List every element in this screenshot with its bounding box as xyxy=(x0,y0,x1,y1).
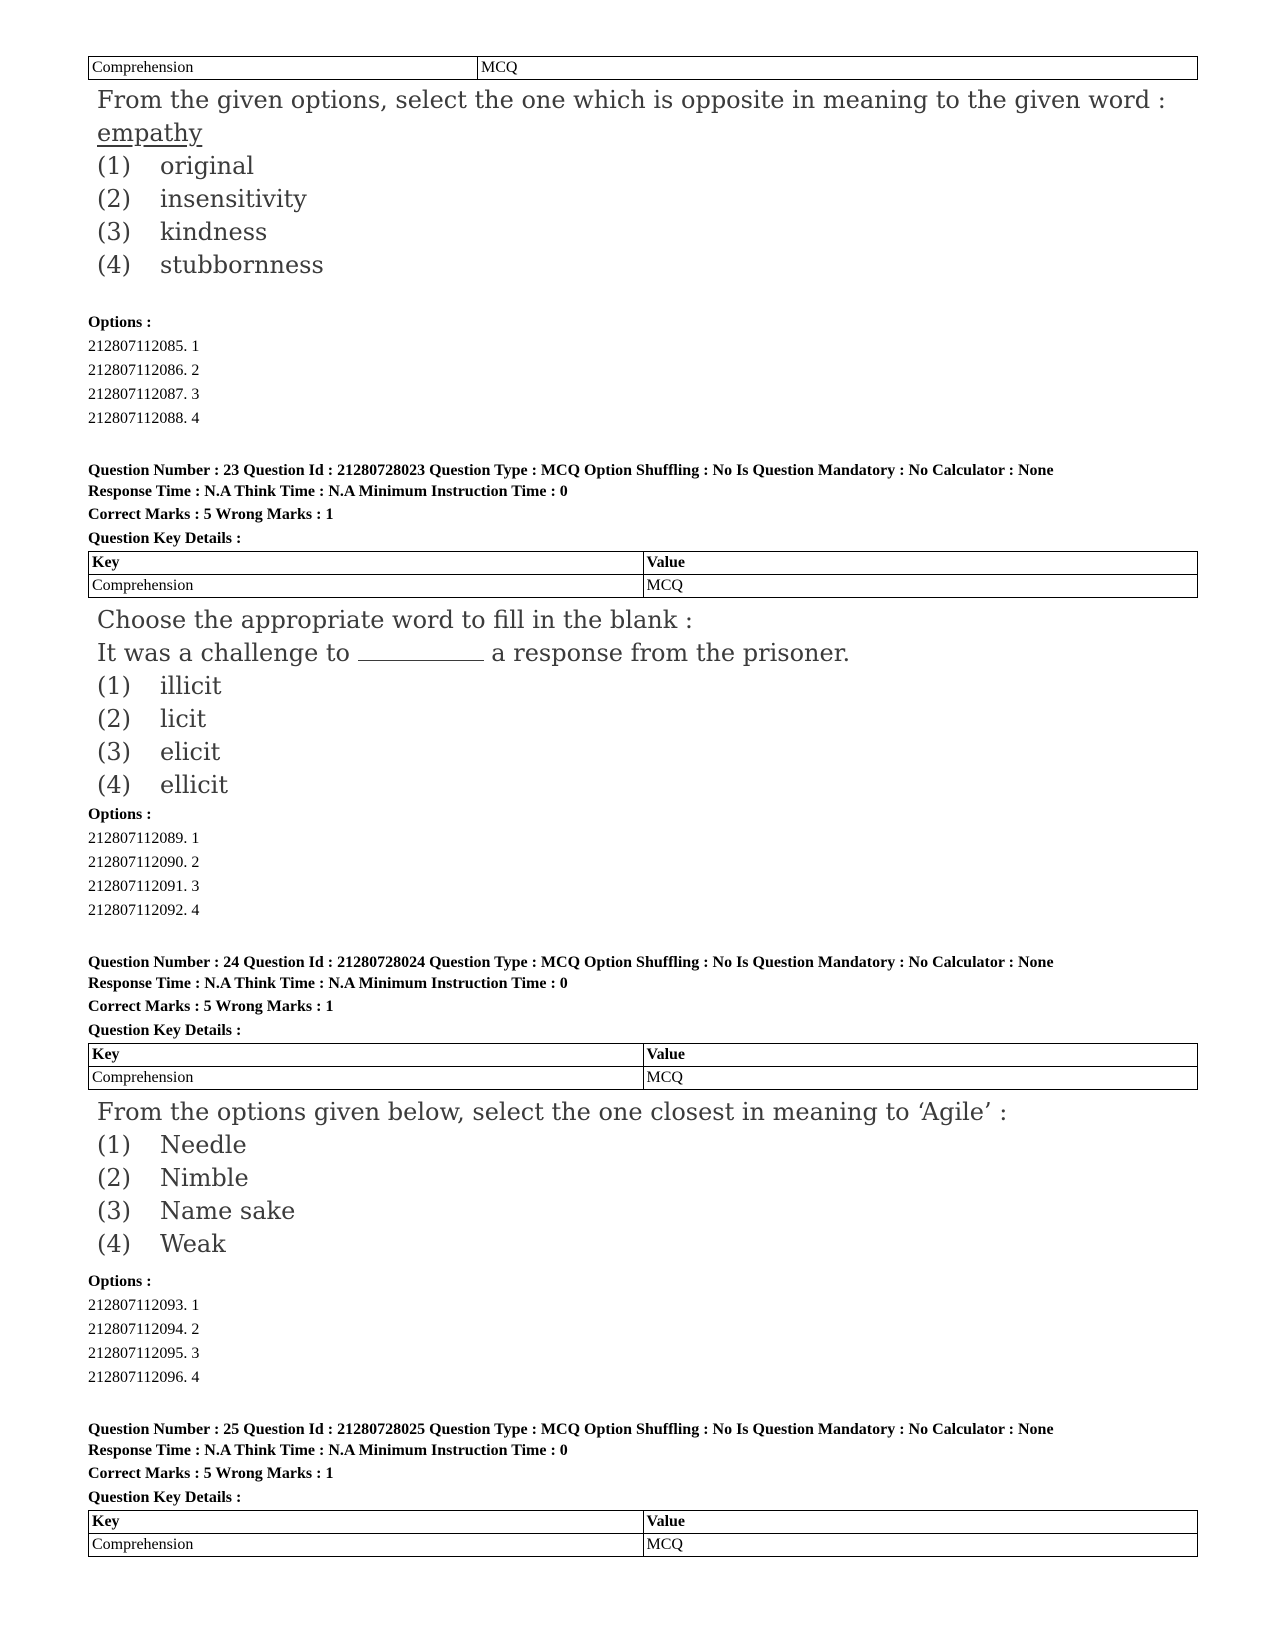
question-meta: Question Number : 24 Question Id : 21280728024 Question Type : MCQ Option Shuffling : No Is Question Mandatory : No Calculator : None xyxy=(88,954,1054,971)
question-timing: Response Time : N.A Think Time : N.A Minimum Instruction Time : 0 xyxy=(88,483,568,500)
table-header-key: Key xyxy=(89,1044,644,1067)
question-block-22 xyxy=(88,56,1198,431)
table-cell-value: MCQ xyxy=(643,575,1198,598)
question-key-details-label: Question Key Details : xyxy=(88,1022,242,1039)
document-page xyxy=(88,56,1198,1557)
table-cell-value: MCQ xyxy=(643,1534,1198,1557)
table-row xyxy=(89,1534,1198,1557)
fill-blank xyxy=(358,640,484,661)
option-id: 212807112087. 3 xyxy=(88,386,200,403)
answer-choice: (2) insensitivity xyxy=(97,185,307,213)
question-image-text xyxy=(97,604,1198,799)
question-marks: Correct Marks : 5 Wrong Marks : 1 xyxy=(88,998,334,1015)
table-header-key: Key xyxy=(89,552,644,575)
answer-choice: (2) Nimble xyxy=(97,1164,249,1192)
question-key-table xyxy=(88,1510,1198,1557)
question-marks: Correct Marks : 5 Wrong Marks : 1 xyxy=(88,506,334,523)
answer-choice: (4) Weak xyxy=(97,1230,226,1258)
question-text: Choose the appropriate word to fill in the blank : xyxy=(97,606,693,634)
table-row xyxy=(89,575,1198,598)
question-target-word: empathy xyxy=(97,119,203,147)
table-header-value: Value xyxy=(643,552,1198,575)
table-header-key: Key xyxy=(89,1511,644,1534)
question-key-details-label: Question Key Details : xyxy=(88,530,242,547)
option-id: 212807112096. 4 xyxy=(88,1369,200,1386)
question-key-details-label: Question Key Details : xyxy=(88,1489,242,1506)
question-meta: Question Number : 23 Question Id : 21280728023 Question Type : MCQ Option Shuffling : No Is Question Mandatory : No Calculator : None xyxy=(88,462,1054,479)
table-row xyxy=(89,1067,1198,1090)
option-id: 212807112086. 2 xyxy=(88,362,200,379)
option-id: 212807112092. 4 xyxy=(88,902,200,919)
table-header-value: Value xyxy=(643,1044,1198,1067)
answer-choice: (1) illicit xyxy=(97,672,222,700)
question-block-25 xyxy=(88,1420,1198,1557)
table-cell-key: Comprehension xyxy=(89,1534,644,1557)
question-key-table xyxy=(88,56,1198,80)
option-id: 212807112093. 1 xyxy=(88,1297,200,1314)
question-block-23 xyxy=(88,461,1198,923)
question-block-24 xyxy=(88,953,1198,1390)
question-text: From the given options, select the one which is opposite in meaning to the given word : xyxy=(97,86,1166,114)
option-id: 212807112085. 1 xyxy=(88,338,200,355)
table-header-value: Value xyxy=(643,1511,1198,1534)
question-key-table xyxy=(88,551,1198,598)
option-id: 212807112088. 4 xyxy=(88,410,200,427)
question-timing: Response Time : N.A Think Time : N.A Minimum Instruction Time : 0 xyxy=(88,1442,568,1459)
table-cell-value: MCQ xyxy=(643,1067,1198,1090)
answer-choice: (2) licit xyxy=(97,705,207,733)
answer-choice: (3) kindness xyxy=(97,218,268,246)
answer-choice: (3) elicit xyxy=(97,738,221,766)
option-id: 212807112095. 3 xyxy=(88,1345,200,1362)
answer-choice: (4) ellicit xyxy=(97,771,228,799)
answer-choice: (3) Name sake xyxy=(97,1197,296,1225)
options-heading: Options : xyxy=(88,806,152,823)
options-heading: Options : xyxy=(88,1273,152,1290)
answer-choice: (1) original xyxy=(97,152,255,180)
option-id: 212807112091. 3 xyxy=(88,878,200,895)
question-image-text xyxy=(97,1096,1198,1261)
table-row xyxy=(89,57,1198,80)
option-id: 212807112094. 2 xyxy=(88,1321,200,1338)
options-heading: Options : xyxy=(88,314,152,331)
option-id: 212807112089. 1 xyxy=(88,830,200,847)
table-cell-key: Comprehension xyxy=(89,1067,644,1090)
table-cell-key: Comprehension xyxy=(89,575,644,598)
question-image-text xyxy=(97,84,1198,302)
question-marks: Correct Marks : 5 Wrong Marks : 1 xyxy=(88,1465,334,1482)
answer-choice: (1) Needle xyxy=(97,1131,247,1159)
table-header-row xyxy=(89,552,1198,575)
question-text: From the options given below, select the one closest in meaning to ‘Agile’ : xyxy=(97,1098,1008,1126)
table-header-row xyxy=(89,1044,1198,1067)
table-cell-key: Comprehension xyxy=(89,57,478,80)
table-cell-value: MCQ xyxy=(478,57,1198,80)
question-timing: Response Time : N.A Think Time : N.A Minimum Instruction Time : 0 xyxy=(88,975,568,992)
answer-choice: (4) stubbornness xyxy=(97,251,324,279)
option-id: 212807112090. 2 xyxy=(88,854,200,871)
question-meta: Question Number : 25 Question Id : 21280728025 Question Type : MCQ Option Shuffling : No Is Question Mandatory : No Calculator : None xyxy=(88,1421,1054,1438)
question-sentence: It was a challenge to a response from the prisoner. xyxy=(97,639,851,667)
question-key-table xyxy=(88,1043,1198,1090)
table-header-row xyxy=(89,1511,1198,1534)
